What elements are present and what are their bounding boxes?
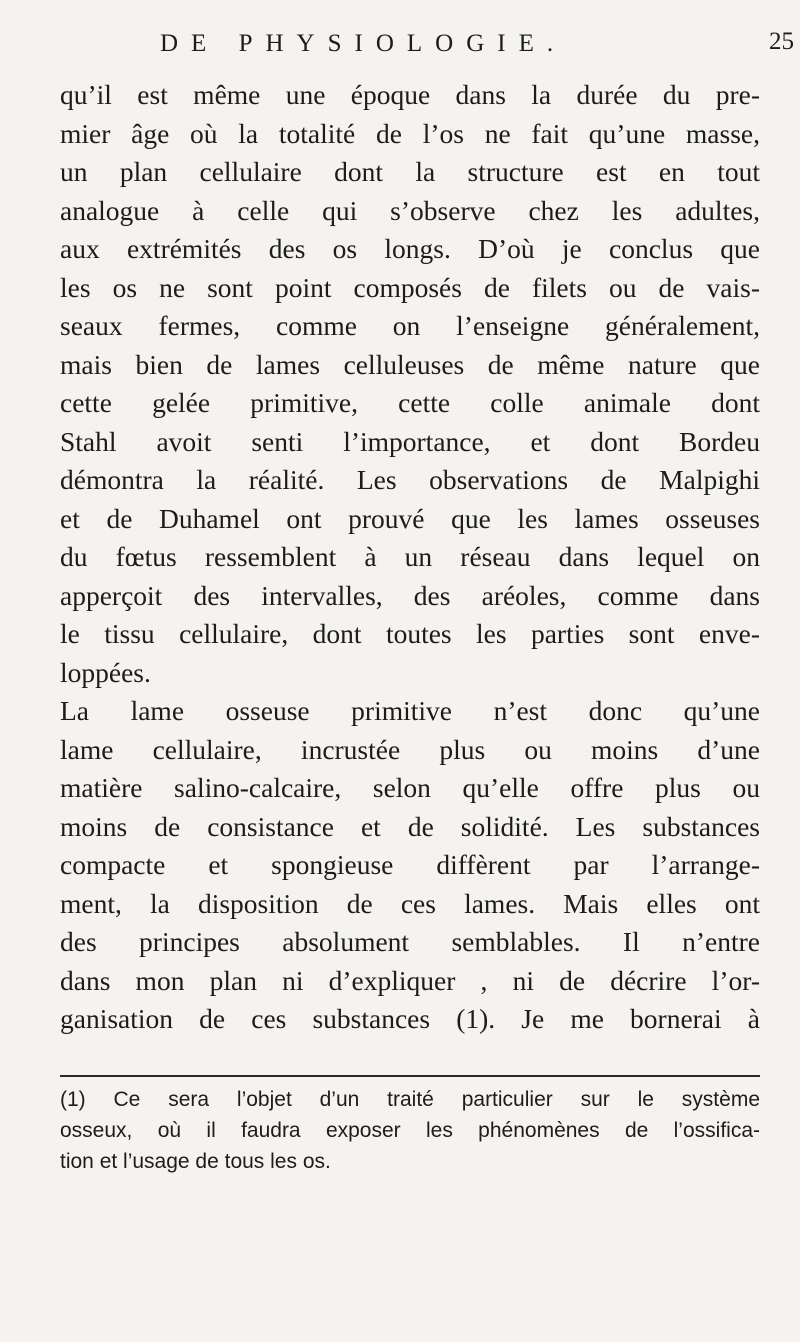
text-line: et de Duhamel ont prouvé que les lames osseuses <box>60 502 760 534</box>
text-line: compacte et spongieuse diffèrent par l’arrange- <box>60 849 760 880</box>
text-line: dans mon plan ni d’expliquer , ni de décrire l’or- <box>60 964 760 996</box>
text-line: apperçoit des intervalles, des aréoles, comme dans <box>60 579 760 611</box>
text-line: seaux fermes, comme on l’enseigne généralement, <box>60 310 760 341</box>
text-line: les os ne sont point composés de filets ou de vais- <box>60 271 760 303</box>
paragraph-end-line: loppées. <box>60 656 151 688</box>
footnote-line: osseux, où il faudra exposer les phénomènes de l’ossifica- <box>60 1119 760 1142</box>
text-line: Stahl avoit senti l’importance, et dont Bordeu <box>60 425 760 457</box>
footnote <box>60 1084 760 1177</box>
text-line: le tissu cellulaire, dont toutes les parties sont enve- <box>60 618 760 649</box>
footnote-line: (1) Ce sera l’objet d’un traité particulier sur le système <box>60 1088 760 1111</box>
page-number: 25 <box>769 28 794 55</box>
text-line: lame cellulaire, incrustée plus ou moins d’une <box>60 733 760 765</box>
text-line: mier âge où la totalité de l’os ne fait qu’une masse, <box>60 117 760 149</box>
text-line: des principes absolument semblables. Il n’entre <box>60 926 760 957</box>
text-line: ganisation de ces substances (1). Je me bornerai à <box>60 1003 760 1034</box>
text-line: qu’il est même une époque dans la durée du pre- <box>60 79 760 110</box>
body-text <box>60 76 760 1039</box>
text-line: matière salino-calcaire, selon qu’elle offre plus ou <box>60 772 760 803</box>
text-line: démontra la réalité. Les observations de Malpighi <box>60 464 760 495</box>
text-line: un plan cellulaire dont la structure est en tout <box>60 156 760 187</box>
text-line: du fœtus ressemblent à un réseau dans lequel on <box>60 541 760 572</box>
text-line: cette gelée primitive, cette colle animale dont <box>60 387 760 418</box>
footnote-divider <box>60 1075 760 1077</box>
text-line: mais bien de lames celluleuses de même nature que <box>60 348 760 380</box>
text-line: analogue à celle qui s’observe chez les adultes, <box>60 194 760 226</box>
text-line: ment, la disposition de ces lames. Mais elles ont <box>60 887 760 919</box>
running-head-title: DE PHYSIOLOGIE. <box>160 30 567 57</box>
text-line: moins de consistance et de solidité. Les substances <box>60 810 760 842</box>
paragraph-first-line: La lame osseuse primitive n’est donc qu’une <box>60 695 760 726</box>
text-line: aux extrémités des os longs. D’où je conclus que <box>60 233 760 264</box>
footnote-line: tion et l’usage de tous les os. <box>60 1150 331 1173</box>
